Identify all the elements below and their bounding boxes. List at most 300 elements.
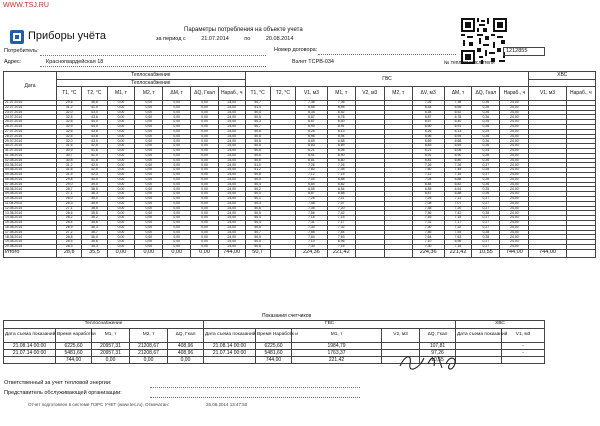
gvs-cell: 7,31 <box>412 220 444 225</box>
gvs-col-header: T2, °C <box>270 87 295 101</box>
gvs-cell: 0,26 <box>472 139 500 144</box>
gvs-cell: 6,94 <box>327 134 355 139</box>
heat-cell: 0,00 <box>107 206 135 211</box>
gvs-cell: 6,55 <box>444 105 472 110</box>
consumption-table <box>3 71 596 258</box>
gvs-cell: 0,26 <box>472 110 500 115</box>
row-date: 12.08.2014 <box>4 206 57 211</box>
gvs-cell: 7,30 <box>412 225 444 230</box>
heat-cell: 0,00 <box>191 139 219 144</box>
counter-gvs-col-header: Дата съема показаний <box>204 329 256 343</box>
gvs-cell: 6,54 <box>444 187 472 192</box>
heat-cell: 0,00 <box>191 216 219 221</box>
service-line <box>150 397 360 398</box>
gvs-cell: 24,00 <box>500 139 529 144</box>
gvs-cell: 50,6 <box>245 148 270 153</box>
gvs-cell: 0,26 <box>472 144 500 149</box>
heat-cell: 0,00 <box>163 206 191 211</box>
heat-cell: 30,7 <box>57 153 82 158</box>
gvs-cell: 0,27 <box>472 172 500 177</box>
heat-cell: 24,00 <box>218 163 245 168</box>
gvs-col-header: T1, °C <box>245 87 270 101</box>
heat-cell: 24,00 <box>218 211 245 216</box>
gvs-cell: 6,13 <box>444 129 472 134</box>
heat-cell: 24,00 <box>218 110 245 115</box>
gvs-cell: 7,54 <box>327 230 355 235</box>
heat-cell: 0,00 <box>107 244 135 249</box>
heat-cell: 0,00 <box>135 220 163 225</box>
gvs-cell: 7,35 <box>295 206 327 211</box>
counter-hvs-cell <box>502 357 545 364</box>
heat-cell: 0,00 <box>135 172 163 177</box>
heat-cell: 0,00 <box>135 144 163 149</box>
gvs-cell: 7,42 <box>444 211 472 216</box>
heat-cell: 0,00 <box>135 158 163 163</box>
gvs-cell: 6,21 <box>412 148 444 153</box>
gvs-cell: 6,57 <box>412 120 444 125</box>
heat-cell: 24,00 <box>218 105 245 110</box>
heat-cell: 42,3 <box>82 172 107 177</box>
gvs-cell: 7,07 <box>327 201 355 206</box>
total-heat-cell: 0,00 <box>163 249 191 257</box>
gvs-cell: 0,27 <box>472 201 500 206</box>
counter-gvs-col-header: V2, м3 <box>382 329 420 343</box>
counter-gvs-cell: 107,81 <box>420 343 456 350</box>
gvs-cell: 7,26 <box>412 163 444 168</box>
heat-cell: 0,00 <box>191 220 219 225</box>
heat-cell: 32,9 <box>57 124 82 129</box>
heat-cell: 0,00 <box>135 192 163 197</box>
gvs-cell: 6,87 <box>295 192 327 197</box>
total-heat-cell: 0,00 <box>107 249 135 257</box>
gvs-cell: 0,26 <box>472 192 500 197</box>
heat-cell: 0,00 <box>107 163 135 168</box>
site-watermark: WWW.TSJ.RU <box>3 2 49 9</box>
heat-cell: 0,00 <box>107 240 135 245</box>
gvs-cell: 7,15 <box>327 244 355 249</box>
heat-cell: 42,0 <box>82 163 107 168</box>
total-gvs-cell: 744,00 <box>500 249 529 257</box>
heat-cell: 24,00 <box>218 139 245 144</box>
gvs-cell: 24,00 <box>500 134 529 139</box>
device-model: Взлет ТСРВ-034 <box>292 59 334 65</box>
heat-col-header: ΔM, т <box>163 87 191 101</box>
gvs-cell: 7,12 <box>295 172 327 177</box>
qr-code-icon <box>461 18 507 64</box>
heat-cell: 0,00 <box>191 163 219 168</box>
gvs-col-header: M2, т <box>384 87 412 101</box>
heat-cell: 0,00 <box>191 201 219 206</box>
total-label: Итого <box>4 249 57 257</box>
gvs-cell: 6,81 <box>295 158 327 163</box>
heat-cell: 0,00 <box>163 225 191 230</box>
address-line <box>40 66 266 67</box>
gvs-cell: 7,45 <box>444 168 472 173</box>
gvs-cell: 7,31 <box>295 220 327 225</box>
total-row <box>4 249 596 257</box>
heat-cell: 0,00 <box>135 244 163 249</box>
counters-gvs-header: ГВС <box>204 321 456 329</box>
counter-gvs-cell: 1763,37 <box>292 350 382 357</box>
heat-cell: 0,00 <box>135 139 163 144</box>
total-heat-cell: 35,5 <box>82 249 107 257</box>
heat-cell: 0,00 <box>191 182 219 187</box>
gvs-cell: 24,00 <box>500 115 529 120</box>
gvs-cell: 6,83 <box>412 144 444 149</box>
document-title: Параметры потребления на объекте учета <box>184 27 303 33</box>
gvs-cell: 24,00 <box>500 235 529 240</box>
gvs-cell: 50,5 <box>245 144 270 149</box>
heat-cell: 27,1 <box>57 192 82 197</box>
heat-cell: 41,0 <box>82 105 107 110</box>
gvs-cell: 6,96 <box>412 134 444 139</box>
gvs-cell: 50,6 <box>245 225 270 230</box>
heat-col-header: Нараб., ч <box>218 87 245 101</box>
heat-cell: 24,00 <box>218 153 245 158</box>
gvs-cell: 24,00 <box>500 206 529 211</box>
heat-cell: 0,00 <box>135 206 163 211</box>
row-date: 14.08.2014 <box>4 216 57 221</box>
heat-cell: 24,00 <box>218 168 245 173</box>
gvs-cell: 50,4 <box>245 110 270 115</box>
gvs-cell: 6,21 <box>295 148 327 153</box>
heat-cell: 0,00 <box>135 168 163 173</box>
counter-heat-cell: 0,00 <box>92 357 130 364</box>
gvs-cell: 7,64 <box>295 235 327 240</box>
gvs-cell: 24,00 <box>500 220 529 225</box>
gvs-cell: 24,00 <box>500 244 529 249</box>
heat-cell: 0,00 <box>135 148 163 153</box>
counter-heat-cell: 21208,67 <box>130 343 168 350</box>
heat-cell: 36,3 <box>82 225 107 230</box>
gvs-cell: 0,27 <box>472 225 500 230</box>
gvs-cell: 0,26 <box>472 101 500 106</box>
heat-cell: 24,00 <box>218 216 245 221</box>
heat-cell: 0,00 <box>135 201 163 206</box>
gvs-cell: 50,7 <box>245 124 270 129</box>
heat-cell: 0,00 <box>107 187 135 192</box>
row-date: 17.08.2014 <box>4 230 57 235</box>
row-date: 02.08.2014 <box>4 158 57 163</box>
heat-cell: 26,3 <box>57 244 82 249</box>
gvs-cell: 7,04 <box>412 177 444 182</box>
gvs-cell: 0,26 <box>472 177 500 182</box>
responsible-line <box>150 387 360 388</box>
heat-cell: 0,00 <box>163 105 191 110</box>
heat-cell: 0,00 <box>107 196 135 201</box>
gvs-cell: 7,56 <box>412 211 444 216</box>
gvs-cell: 0,24 <box>472 129 500 134</box>
gvs-cell: 6,55 <box>295 187 327 192</box>
heat-cell: 28,7 <box>57 187 82 192</box>
heat-cell: 35,0 <box>82 196 107 201</box>
gvs-cell: 24,00 <box>500 168 529 173</box>
heat-cell: 29,0 <box>57 182 82 187</box>
heat-cell: 0,00 <box>107 115 135 120</box>
gvs-cell: 6,26 <box>412 129 444 134</box>
heat-cell: 24,00 <box>218 187 245 192</box>
heat-cell: 43,0 <box>82 110 107 115</box>
heat-cell: 32,5 <box>57 115 82 120</box>
gvs-cell: 7,10 <box>412 240 444 245</box>
heat-cell: 0,00 <box>107 168 135 173</box>
heat-cell: 26,3 <box>57 201 82 206</box>
gvs-cell: 6,90 <box>444 153 472 158</box>
gvs-cell: 51,0 <box>245 163 270 168</box>
gvs-cell: 24,00 <box>500 153 529 158</box>
gvs-cell: 7,56 <box>295 211 327 216</box>
heat-cell: 0,00 <box>135 101 163 106</box>
gvs-cell: 7,30 <box>295 244 327 249</box>
gvs-cell: 6,69 <box>412 139 444 144</box>
heat-cell: 0,00 <box>107 124 135 129</box>
heat-cell: 0,00 <box>163 129 191 134</box>
heat-cell: 0,00 <box>107 211 135 216</box>
counter-heat-cell: 744,00 <box>56 357 92 364</box>
meter-number-label: № тепловычислителя <box>444 60 495 66</box>
heat-cell: 36,0 <box>82 235 107 240</box>
heat-cell: 0,00 <box>107 110 135 115</box>
heat-cell: 24,00 <box>218 230 245 235</box>
heat-cell: 0,00 <box>163 124 191 129</box>
responsible-label: Ответственный за учет тепловой энергии: <box>4 380 112 386</box>
heat-cell: 0,00 <box>163 120 191 125</box>
row-date: 09.08.2014 <box>4 192 57 197</box>
counter-hvs-col-header: Дата съема показаний <box>456 329 502 343</box>
gvs-cell: 50,2 <box>245 187 270 192</box>
heat-cell: 0,00 <box>191 240 219 245</box>
heat-cell: 0,00 <box>163 148 191 153</box>
total-heat-cell: 744,00 <box>218 249 245 257</box>
gvs-cell: 50,4 <box>245 216 270 221</box>
heat-cell: 0,00 <box>107 120 135 125</box>
heat-cell: 0,00 <box>135 230 163 235</box>
gvs-cell: 6,96 <box>327 240 355 245</box>
heat-cell: 36,3 <box>82 192 107 197</box>
gvs-cell: 6,68 <box>327 139 355 144</box>
meter-number: 1212855 <box>506 48 528 54</box>
gvs-cell: 24,00 <box>500 211 529 216</box>
gvs-cell: 50,6 <box>245 153 270 158</box>
gvs-cell: 0,28 <box>472 230 500 235</box>
heat-cell: 24,00 <box>218 124 245 129</box>
heat-cell: 0,00 <box>163 101 191 106</box>
row-date: 30.07.2014 <box>4 144 57 149</box>
heat-cell: 41,6 <box>82 148 107 153</box>
gvs-cell: 0,27 <box>472 196 500 201</box>
heat-cell: 38,5 <box>82 187 107 192</box>
total-hvs-cell <box>566 249 595 257</box>
heat-cell: 0,00 <box>163 230 191 235</box>
gvs-group-header: ГВС <box>245 72 529 87</box>
gvs-cell: 6,68 <box>444 139 472 144</box>
row-date: 05.08.2014 <box>4 172 57 177</box>
counter-hvs-cell: - <box>502 350 545 357</box>
row-date: 22.07.2014 <box>4 105 57 110</box>
heat-cell: 0,00 <box>107 216 135 221</box>
gvs-cell: 24,00 <box>500 216 529 221</box>
heat-cell: 24,00 <box>218 220 245 225</box>
counter-heat-col-header: Время наработки <box>56 329 92 343</box>
heat-cell: 24,00 <box>218 206 245 211</box>
heat-cell: 0,00 <box>191 158 219 163</box>
gvs-cell: 51,2 <box>245 168 270 173</box>
row-date: 19.08.2014 <box>4 240 57 245</box>
gvs-cell: 6,90 <box>327 153 355 158</box>
heat-cell: 35,5 <box>82 201 107 206</box>
hvs-group-header: ХВС <box>529 72 596 80</box>
counter-heat-col-header: ΔQ, Гкал <box>168 329 204 343</box>
gvs-cell: 0,27 <box>472 206 500 211</box>
heat-cell: 40,0 <box>82 177 107 182</box>
heat-cell: 32,5 <box>57 134 82 139</box>
gvs-cell: 24,00 <box>500 148 529 153</box>
heat-cell: 0,00 <box>163 220 191 225</box>
total-heat-cell: 28,8 <box>57 249 82 257</box>
heat-cell: 24,00 <box>218 192 245 197</box>
row-date: 24.07.2014 <box>4 115 57 120</box>
gvs-cell: 6,90 <box>295 124 327 129</box>
gvs-cell: 7,32 <box>444 225 472 230</box>
heat-cell: 42,5 <box>82 144 107 149</box>
heat-cell: 0,00 <box>191 172 219 177</box>
gvs-cell: 7,25 <box>295 196 327 201</box>
service-label: Представитель обслуживающей организации: <box>4 390 122 396</box>
heat-cell: 0,00 <box>135 153 163 158</box>
heat-cell: 24,00 <box>218 196 245 201</box>
gvs-cell: 24,00 <box>500 187 529 192</box>
gvs-cell: 50,5 <box>245 134 270 139</box>
gvs-cell: 6,88 <box>444 192 472 197</box>
heat-cell: 0,00 <box>135 105 163 110</box>
gvs-cell: 6,57 <box>295 120 327 125</box>
heat-cell: 26,5 <box>57 240 82 245</box>
heat-cell: 42,5 <box>82 168 107 173</box>
gvs-cell: 7,36 <box>295 101 327 106</box>
gvs-cell: 7,26 <box>444 163 472 168</box>
gvs-cell: 24,00 <box>500 110 529 115</box>
gvs-cell: 6,54 <box>327 187 355 192</box>
heat-cell: 24,00 <box>218 172 245 177</box>
heat-cell: 43,6 <box>82 115 107 120</box>
counter-heat-cell: 20957,31 <box>92 350 130 357</box>
gvs-cell: 0,26 <box>472 153 500 158</box>
hvs-subgroup-blank <box>529 80 596 87</box>
gvs-cell: 7,16 <box>412 216 444 221</box>
gvs-cell: 7,26 <box>295 163 327 168</box>
heat-cell: 0,00 <box>163 177 191 182</box>
heat-cell: 36,7 <box>82 230 107 235</box>
heat-cell: 0,00 <box>107 148 135 153</box>
gvs-cell: 24,00 <box>500 101 529 106</box>
gvs-cell: 24,00 <box>500 163 529 168</box>
gvs-cell: 6,55 <box>412 187 444 192</box>
counter-hvs-cell <box>456 343 502 350</box>
gvs-cell: 7,26 <box>327 163 355 168</box>
gvs-cell: 7,20 <box>444 206 472 211</box>
counter-hvs-col-header: V1, м3 <box>502 329 545 343</box>
heat-cell: 24,00 <box>218 134 245 139</box>
gvs-cell: 50,6 <box>245 129 270 134</box>
heat-cell: 44,0 <box>82 120 107 125</box>
counter-row <box>4 343 545 350</box>
heat-cell: 0,00 <box>107 201 135 206</box>
gvs-cell: 0,26 <box>472 105 500 110</box>
period-to: 20.08.2014 <box>265 36 294 42</box>
heat-cell: 0,00 <box>191 187 219 192</box>
gvs-cell: 24,00 <box>500 225 529 230</box>
counter-gvs-cell: 97,26 <box>420 350 456 357</box>
gvs-cell: 6,69 <box>327 144 355 149</box>
heat-cell: 0,00 <box>163 163 191 168</box>
total-hvs-cell: 744,00 <box>529 249 566 257</box>
gvs-cell: 6,83 <box>295 144 327 149</box>
heat-cell: 0,00 <box>135 196 163 201</box>
heat-cell: 31,2 <box>57 163 82 168</box>
counter-heat-cell: 0,00 <box>130 357 168 364</box>
gvs-col-header: ΔV, м3 <box>412 87 444 101</box>
total-gvs-cell: 221,42 <box>327 249 355 257</box>
heat-cell: 31,6 <box>57 168 82 173</box>
gvs-cell: 24,00 <box>500 129 529 134</box>
gvs-cell: 7,15 <box>327 216 355 221</box>
heat-cell: 0,00 <box>191 148 219 153</box>
gvs-cell: 6,90 <box>412 124 444 129</box>
heat-cell: 31,2 <box>57 105 82 110</box>
signature <box>398 350 478 372</box>
gvs-cell: 24,00 <box>500 105 529 110</box>
gvs-cell: 6,91 <box>327 124 355 129</box>
heat-cell: 26,9 <box>57 225 82 230</box>
gvs-cell: 7,15 <box>444 244 472 249</box>
heat-cell: 0,00 <box>163 244 191 249</box>
heat-cell: 0,00 <box>163 115 191 120</box>
period-from: 21.07.2014 <box>201 36 229 42</box>
gvs-cell: 24,00 <box>500 172 529 177</box>
heat-cell: 0,00 <box>191 105 219 110</box>
counter-heat-cell: 408,96 <box>168 343 204 350</box>
gvs-cell: 0,28 <box>472 211 500 216</box>
row-date: 04.08.2014 <box>4 168 57 173</box>
gvs-cell: 7,60 <box>295 168 327 173</box>
gvs-cell: 24,00 <box>500 144 529 149</box>
gvs-cell: 24,00 <box>500 120 529 125</box>
heat-cell: 0,00 <box>135 115 163 120</box>
gvs-cell: 7,30 <box>295 225 327 230</box>
heat-cell: 0,00 <box>107 139 135 144</box>
gvs-cell: 50,6 <box>245 206 270 211</box>
gvs-cell: 7,54 <box>444 230 472 235</box>
heat-cell: 0,00 <box>107 144 135 149</box>
gvs-cell: 7,10 <box>295 240 327 245</box>
heat-cell: 35,2 <box>82 216 107 221</box>
report-time: 26.08.2014 13:47:50 <box>206 402 248 407</box>
row-date: 10.08.2014 <box>4 196 57 201</box>
counter-gvs-cell <box>204 357 256 364</box>
heat-cell: 26,2 <box>57 216 82 221</box>
gvs-cell: 0,25 <box>472 187 500 192</box>
row-date: 25.07.2014 <box>4 120 57 125</box>
heat-cell: 0,00 <box>135 124 163 129</box>
gvs-cell: 7,30 <box>412 244 444 249</box>
heat-cell: 26,6 <box>57 211 82 216</box>
row-date: 01.08.2014 <box>4 153 57 158</box>
gvs-cell: 7,35 <box>412 206 444 211</box>
heat-cell: 43,0 <box>82 139 107 144</box>
heat-cell: 24,00 <box>218 120 245 125</box>
gvs-cell: 7,63 <box>444 235 472 240</box>
heat-cell: 0,00 <box>107 172 135 177</box>
